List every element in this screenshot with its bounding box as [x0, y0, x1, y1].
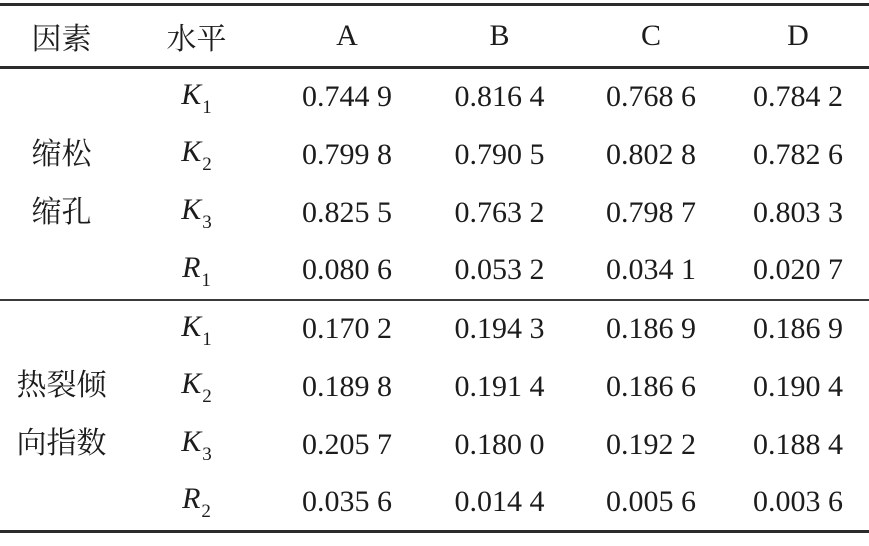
factor-label [0, 357, 123, 473]
table-row [0, 300, 869, 358]
value-cell: 0.170 2 [270, 300, 424, 358]
level-cell [123, 242, 270, 300]
orthogonal-analysis-table [0, 3, 869, 533]
factor-line-2: 缩孔 [31, 195, 92, 229]
value-cell: 0.034 1 [606, 253, 696, 286]
level-cell [123, 300, 270, 358]
value-cell: 0.784 2 [753, 80, 843, 114]
factor-label [0, 126, 123, 242]
level-symbol: K [181, 193, 202, 226]
level-symbol: R [182, 482, 201, 516]
level-symbol: K [181, 425, 202, 458]
value-cell: 0.194 3 [424, 300, 575, 358]
value-cell: 0.191 4 [454, 369, 545, 403]
table-row [0, 358, 869, 416]
level-symbol: K [181, 135, 202, 168]
value-cell: 0.763 2 [454, 195, 545, 229]
value-cell: 0.080 6 [302, 253, 392, 286]
value-cell: 0.205 7 [302, 427, 392, 461]
table-row [0, 242, 869, 300]
table-row [0, 416, 869, 474]
value-cell: 0.192 2 [606, 427, 696, 461]
table-row [0, 68, 869, 126]
value-cell: 0.005 6 [606, 484, 696, 518]
value-cell: 0.020 7 [753, 253, 843, 286]
value-cell: 0.186 6 [606, 369, 696, 403]
value-cell: 0.798 7 [606, 195, 696, 229]
header-col-b: B [424, 5, 575, 68]
header-col-c: C [575, 5, 727, 68]
level-cell [123, 358, 270, 416]
value-cell: 0.014 4 [454, 484, 545, 518]
table-row [0, 184, 869, 242]
value-cell: 0.186 9 [727, 300, 869, 358]
level-subscript: 2 [202, 154, 212, 175]
value-cell: 0.816 4 [454, 80, 545, 114]
value-cell: 0.190 4 [753, 369, 843, 403]
value-cell: 0.186 9 [575, 300, 727, 358]
header-row [0, 5, 869, 68]
factor-cell-shrinkage [0, 68, 123, 300]
value-cell: 0.003 6 [753, 484, 843, 518]
level-symbol: K [181, 367, 202, 400]
value-cell: 0.803 3 [753, 195, 843, 229]
factor-line-1: 缩松 [31, 137, 92, 171]
value-cell: 0.768 6 [606, 80, 696, 114]
level-cell [123, 68, 270, 126]
value-cell: 0.799 8 [302, 137, 392, 171]
level-cell [123, 416, 270, 474]
value-cell: 0.744 9 [302, 80, 392, 114]
level-subscript: 1 [201, 269, 211, 291]
level-cell [123, 126, 270, 184]
level-subscript: 1 [202, 328, 212, 350]
value-cell: 0.790 5 [454, 137, 545, 171]
value-cell: 0.802 8 [606, 137, 696, 171]
value-cell: 0.035 6 [302, 484, 392, 518]
level-subscript: 3 [202, 212, 212, 233]
header-col-d: D [727, 5, 869, 68]
level-symbol: K [181, 309, 202, 343]
level-subscript: 1 [202, 96, 212, 118]
table-row [0, 126, 869, 184]
level-symbol: R [182, 250, 201, 284]
value-cell: 0.188 4 [753, 427, 843, 461]
header-level: 水平 [123, 5, 270, 68]
factor-line-1: 热裂倾 [16, 369, 107, 403]
value-cell: 0.782 6 [753, 137, 843, 171]
level-symbol: K [181, 77, 202, 111]
header-col-a: A [270, 5, 424, 68]
value-cell: 0.189 8 [302, 369, 392, 403]
value-cell: 0.180 0 [454, 427, 545, 461]
level-subscript: 2 [201, 501, 211, 523]
level-subscript: 3 [202, 444, 212, 465]
level-subscript: 2 [202, 386, 212, 407]
level-cell [123, 474, 270, 532]
factor-cell-hot-crack [0, 300, 123, 532]
header-factor: 因素 [0, 5, 123, 68]
value-cell: 0.825 5 [302, 195, 392, 229]
value-cell: 0.053 2 [454, 253, 545, 286]
factor-line-2: 向指数 [16, 427, 107, 461]
level-cell [123, 184, 270, 242]
table-row [0, 474, 869, 532]
